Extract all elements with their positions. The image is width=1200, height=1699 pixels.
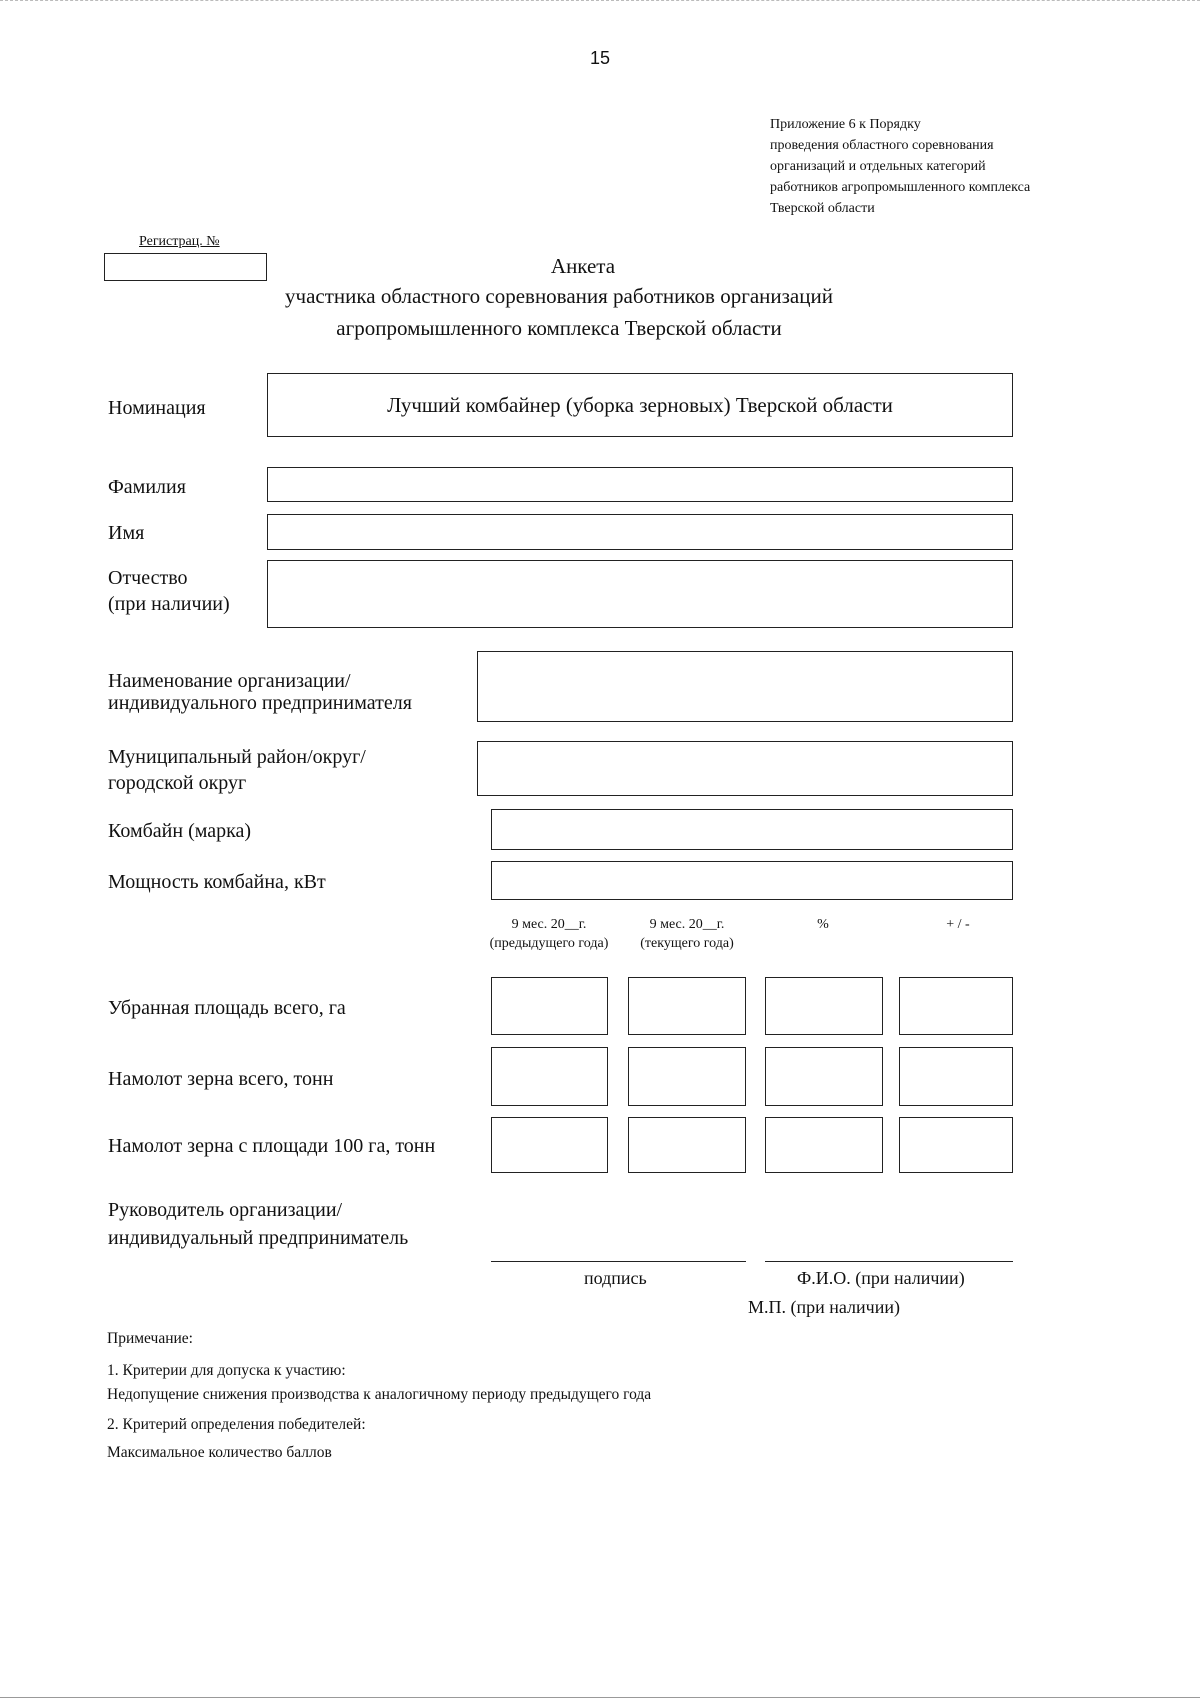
nomination-value: Лучший комбайнер (уборка зерновых) Тверской области	[387, 392, 893, 417]
page-number: 15	[590, 48, 611, 68]
organization-label-2: индивидуального предпринимателя	[108, 692, 412, 714]
column-header-current: 9 мес. 20__г. (текущего года)	[640, 917, 734, 951]
surname-label: Фамилия	[108, 476, 186, 498]
nomination-field[interactable]	[267, 373, 1013, 437]
power-field[interactable]	[491, 861, 1013, 900]
row-label-harvested-area: Убранная площадь всего, га	[108, 997, 346, 1019]
table-cell[interactable]	[899, 977, 1013, 1035]
table-cell[interactable]	[765, 977, 883, 1035]
head-label: Руководитель организации/	[108, 1199, 343, 1221]
district-label-2: городской округ	[108, 772, 247, 794]
note-line: Недопущение снижения производства к аналогичному периоду предыдущего года	[107, 1386, 652, 1403]
page-bottom-edge	[0, 1697, 1200, 1698]
column-header-previous: 9 мес. 20__г. (предыдущего года)	[489, 917, 609, 951]
table-cell[interactable]	[491, 1047, 608, 1106]
nomination-label: Номинация	[108, 397, 206, 419]
full-name-caption: Ф.И.О. (при наличии)	[797, 1268, 965, 1288]
note-line: 2. Критерий определения победителей:	[107, 1416, 366, 1433]
district-label: Муниципальный район/округ/	[108, 746, 366, 768]
appendix-line: Приложение 6 к Порядку	[770, 117, 921, 132]
patronymic-label: Отчество	[108, 567, 188, 589]
form-subtitle-2: агропромышленного комплекса Тверской области	[336, 316, 782, 340]
appendix-line: организаций и отдельных категорий	[770, 159, 986, 174]
row-label-grain-total: Намолот зерна всего, тонн	[108, 1068, 334, 1090]
row-label-grain-per-100ha: Намолот зерна с площади 100 га, тонн	[108, 1135, 436, 1157]
form-title: Анкета	[550, 254, 616, 278]
appendix-line: проведения областного соревнования	[770, 138, 994, 153]
power-label: Мощность комбайна, кВт	[108, 871, 326, 893]
signature-line[interactable]	[491, 1261, 746, 1262]
table-cell[interactable]	[628, 1047, 746, 1106]
page-edge	[0, 0, 1200, 2]
table-cell[interactable]	[491, 977, 608, 1035]
note-line: 1. Критерии для допуска к участию:	[107, 1362, 346, 1379]
table-cell[interactable]	[628, 977, 746, 1035]
table-cell[interactable]	[765, 1047, 883, 1106]
table-cell[interactable]	[765, 1117, 883, 1173]
combine-field[interactable]	[491, 809, 1013, 850]
registration-label: Регистрац. №	[139, 234, 220, 249]
column-header-difference: + / -	[946, 917, 970, 932]
table-cell[interactable]	[628, 1117, 746, 1173]
combine-label: Комбайн (марка)	[108, 820, 252, 842]
surname-field[interactable]	[267, 467, 1013, 502]
form-subtitle-1: участника областного соревнования работников организаций	[285, 284, 833, 308]
district-field[interactable]	[477, 741, 1013, 796]
column-header-percent: %	[817, 917, 829, 932]
head-label-2: индивидуальный предприниматель	[108, 1227, 409, 1249]
notes-title: Примечание:	[107, 1330, 193, 1347]
stamp-caption: М.П. (при наличии)	[748, 1297, 900, 1317]
name-label: Имя	[108, 522, 145, 544]
signature-caption: подпись	[584, 1268, 647, 1288]
patronymic-note: (при наличии)	[108, 593, 230, 615]
organization-field[interactable]	[477, 651, 1013, 722]
appendix-line: Тверской области	[770, 201, 875, 216]
organization-label: Наименование организации/	[108, 670, 351, 692]
appendix-note	[770, 114, 1030, 219]
full-name-line[interactable]	[765, 1261, 1013, 1262]
table-cell[interactable]	[899, 1047, 1013, 1106]
name-field[interactable]	[267, 514, 1013, 550]
appendix-line: работников агропромышленного комплекса	[770, 180, 1031, 195]
table-cell[interactable]	[491, 1117, 608, 1173]
patronymic-field[interactable]	[267, 560, 1013, 628]
table-cell[interactable]	[899, 1117, 1013, 1173]
note-line: Максимальное количество баллов	[107, 1444, 332, 1461]
